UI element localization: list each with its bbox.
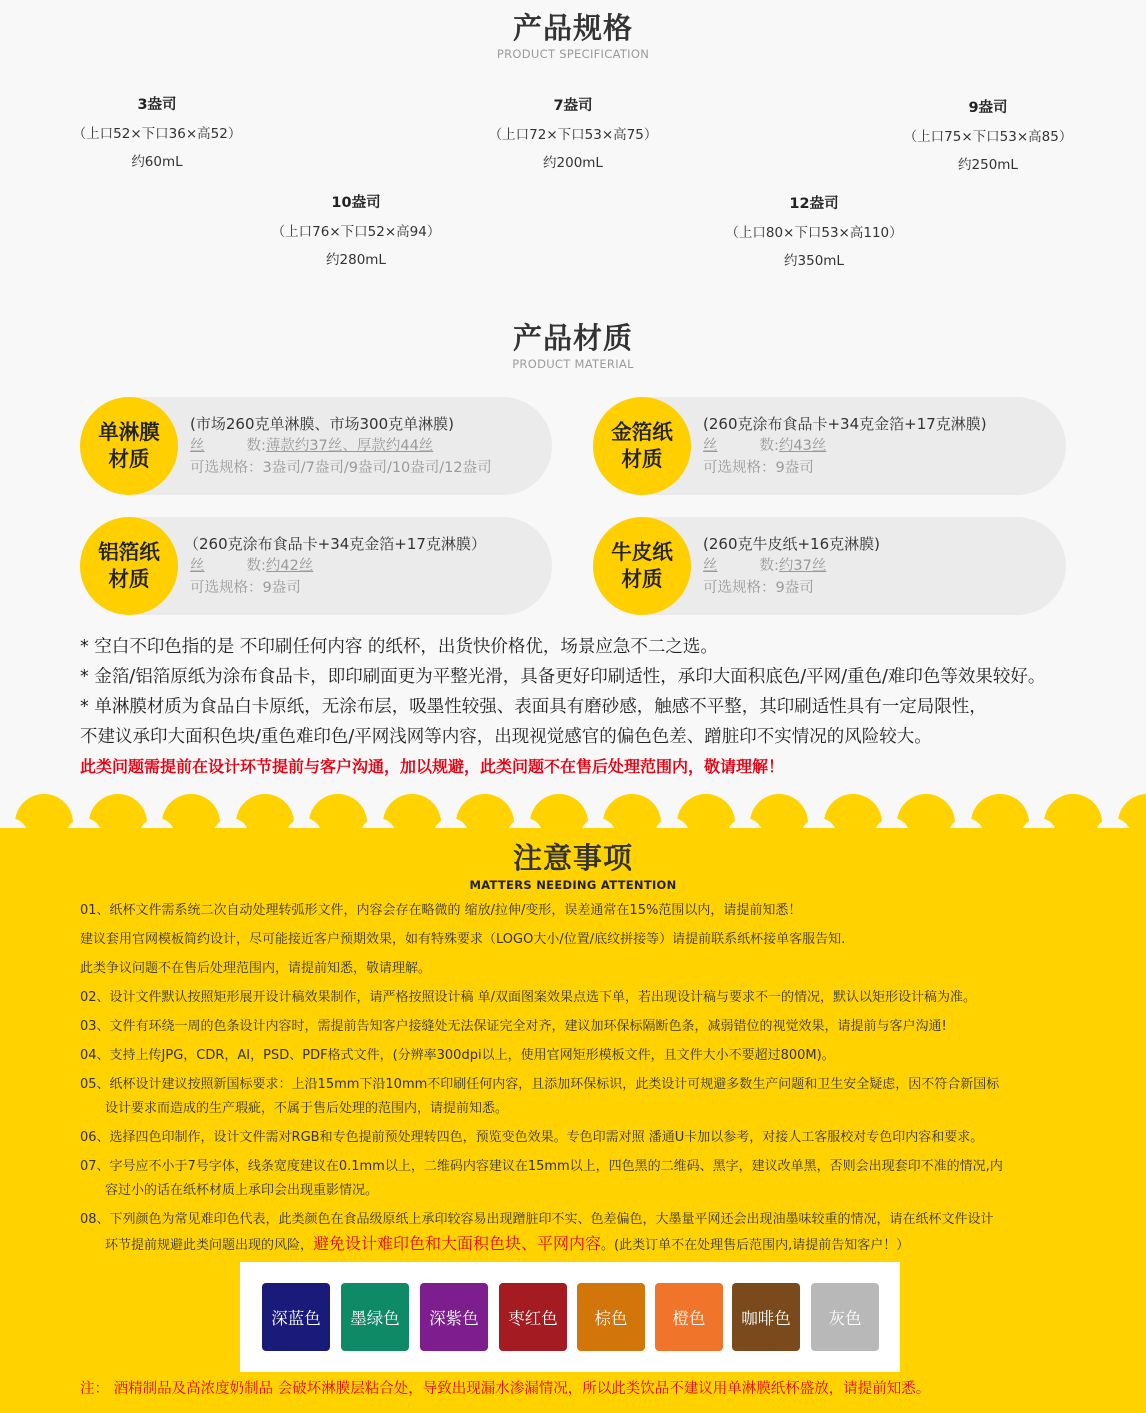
- attention-item-line: 容过小的话在纸杯材质上承印会出现重影情况。: [105, 1183, 379, 1198]
- spec-volume: 约200mL: [543, 155, 603, 171]
- material-desc: (260克涂布食品卡+34克金箔+17克淋膜): [703, 415, 987, 433]
- material-title: 产品材质: [512, 321, 633, 355]
- color-palette: [240, 1262, 900, 1372]
- material-badge-line1: 牛皮纸: [611, 540, 673, 564]
- material-badge: [80, 517, 178, 615]
- spec-volume: 约350mL: [784, 253, 844, 269]
- material-badge: [593, 517, 691, 615]
- silk-value: 约42丝: [265, 558, 314, 574]
- silk-value: 约37丝: [778, 558, 827, 574]
- spec-dims: （上口52×下口36×高52）: [72, 126, 242, 142]
- attention-item: [80, 1073, 1070, 1121]
- material-sizes: 可选规格：3盎司/7盎司/9盎司/10盎司/12盎司: [190, 460, 492, 476]
- spec-name: 10盎司: [331, 195, 381, 211]
- silk-value: 薄款约37丝、厚款约44丝: [265, 438, 434, 454]
- silk-key: 丝: [703, 438, 718, 454]
- attention-item-line: 08、下列颜色为常见难印色代表，此类颜色在食品级原纸上承印较容易出现蹭脏印不实、色差偏色，大墨量平网还会出现油墨味较重的情况，请在纸杯文件设计: [80, 1212, 994, 1227]
- material-desc: (市场260克单淋膜、市场300克单淋膜): [190, 415, 454, 433]
- material-desc: (260克牛皮纸+16克淋膜): [703, 535, 880, 553]
- swatch-dark-blue: 深蓝色: [262, 1283, 330, 1351]
- attention-item: [80, 1208, 1070, 1258]
- material-badge-line2: 材质: [108, 567, 150, 591]
- spec-volume: 约60mL: [131, 154, 183, 170]
- spec-item-7oz: [433, 94, 713, 171]
- material-card-aluminum-foil: [80, 517, 552, 615]
- attention-item: 06、选择四色印制作，设计文件需对RGB和专色提前预处理转四色，预览变色效果。专色印需对照 潘通U卡加以参考，对接人工客服校对专色印内容和要求。: [80, 1130, 984, 1145]
- spec-item-9oz: [848, 96, 1128, 173]
- attention-item: [80, 1155, 1070, 1203]
- attention-item: 此类争议问题不在售后处理范围内，请提前知悉，敬请理解。: [80, 961, 432, 976]
- material-subtitle: PRODUCT MATERIAL: [512, 357, 634, 371]
- attention-item: 01、纸杯文件需系统二次自动处理转弧形文件，内容会存在略微的 缩放/拉伸/变形，误差通常在15%范围以内，请提前知悉！: [80, 903, 802, 918]
- swatch-brown: 棕色: [577, 1283, 645, 1351]
- attention-item-line: 07、字号应不小于7号字体，线条宽度建议在0.1mm以上，二维码内容建议在15mm以上，四色黑的二维码、黑字，建议改单黑，否则会出现套印不准的情况,内: [80, 1159, 1003, 1174]
- silk-key: 丝: [703, 558, 718, 574]
- attention-item-line: 05、纸杯设计建议按照新国标要求：上沿15mm下沿10mm不印刷任何内容，且添加环保标识，此类设计可规避多数生产问题和卫生安全疑虑，因不符合新国标: [80, 1077, 1000, 1092]
- spec-volume: 约250mL: [958, 157, 1018, 173]
- material-badge-line1: 金箔纸: [611, 420, 673, 444]
- spec-title: 产品规格: [512, 11, 633, 45]
- material-badge-line1: 铝箔纸: [98, 540, 160, 564]
- footnote: 注： 酒精制品及高浓度奶制品 会破坏淋膜层粘合处，导致出现漏水渗漏情况，所以此类饮品不建议用单淋膜纸杯盛放，请提前知悉。: [80, 1381, 931, 1397]
- attention-item: 02、设计文件默认按照矩形展开设计稿效果制作，请严格按照设计稿 单/双面图案效果点选下单，若出现设计稿与要求不一的情况，默认以矩形设计稿为准。: [80, 990, 977, 1005]
- spec-name: 9盎司: [968, 100, 1008, 116]
- spec-item-12oz: [674, 192, 954, 269]
- silk-key2: 数:: [246, 558, 266, 574]
- silk-key2: 数:: [759, 558, 779, 574]
- silk-key2: 数:: [246, 438, 266, 454]
- note-line: * 金箔/铝箔原纸为涂布食品卡，即印刷面更为平整光滑，具备更好印刷适性，承印大面积底色/平网/重色/难印色等效果较好。: [80, 667, 1046, 687]
- attention-item: 03、文件有环绕一周的色条设计内容时，需提前告知客户接缝处无法保证完全对齐，建议加环保标隔断色条，减弱错位的视觉效果，请提前与客户沟通!: [80, 1019, 947, 1034]
- spec-name: 7盎司: [553, 98, 593, 114]
- material-badge-line1: 单淋膜: [98, 420, 160, 444]
- note-line: * 空白不印色指的是 不印刷任何内容 的纸杯，出货快价格优，场景应急不二之选。: [80, 637, 718, 657]
- attention-title: 注意事项: [512, 841, 633, 875]
- material-sizes: 可选规格：9盎司: [190, 580, 301, 596]
- swatch-coffee: 咖啡色: [732, 1283, 800, 1351]
- warning-text: 此类问题需提前在设计环节提前与客户沟通，加以规避，此类问题不在售后处理范围内，敬请理解！: [80, 757, 785, 776]
- silk-key: 丝: [190, 558, 205, 574]
- material-sizes: 可选规格：9盎司: [703, 460, 814, 476]
- swatch-orange: 橙色: [655, 1283, 723, 1351]
- material-badge-line2: 材质: [108, 447, 150, 471]
- spec-dims: （上口72×下口53×高75）: [488, 127, 658, 143]
- attention-item-text: 。(此类订单不在处理售后范围内,请提前告知客户！）: [601, 1238, 910, 1253]
- spec-name: 12盎司: [789, 196, 839, 212]
- spec-name: 3盎司: [137, 97, 177, 113]
- spec-dims: （上口76×下口52×高94）: [271, 224, 441, 240]
- silk-key: 丝: [190, 438, 205, 454]
- material-badge: [593, 397, 691, 495]
- attention-item: 建议套用官网模板简约设计，尽可能接近客户预期效果，如有特殊要求（LOGO大小/位置/底纹拼接等）请提前联系纸杯接单客服告知.: [80, 932, 846, 947]
- silk-key2: 数:: [759, 438, 779, 454]
- swatch-dark-green: 墨绿色: [341, 1283, 409, 1351]
- material-sizes: 可选规格：9盎司: [703, 580, 814, 596]
- spec-item-3oz: [17, 93, 297, 170]
- material-card-single-coat: [80, 397, 552, 495]
- material-card-gold-foil: [593, 397, 1066, 495]
- attention-item-line: 设计要求而造成的生产瑕疵，不属于售后处理的范围内，请提前知悉。: [105, 1101, 509, 1116]
- material-badge: [80, 397, 178, 495]
- note-line: * 单淋膜材质为食品白卡原纸，无涂布层，吸墨性较强、表面具有磨砂感，触感不平整，其印刷适性具有一定局限性，: [80, 697, 987, 717]
- attention-item-text: 环节提前规避此类问题出现的风险，: [105, 1238, 314, 1253]
- spec-item-10oz: [216, 191, 496, 268]
- spec-dims: （上口75×下口53×高85）: [903, 129, 1073, 145]
- attention-subtitle: MATTERS NEEDING ATTENTION: [469, 878, 677, 892]
- silk-value: 约43丝: [778, 438, 827, 454]
- material-desc: （260克涂布食品卡+34克金箔+17克淋膜）: [184, 535, 486, 553]
- swatch-maroon: 枣红色: [499, 1283, 567, 1351]
- attention-item-line: [80, 1232, 1070, 1258]
- spec-volume: 约280mL: [326, 252, 386, 268]
- attention-item: 04、支持上传JPG，CDR，AI，PSD、PDF格式文件，(分辨率300dpi以上，使用官网矩形模板文件，且文件大小不要超过800M)。: [80, 1048, 835, 1063]
- attention-highlight: 避免设计难印色和大面积色块、平网内容: [313, 1234, 602, 1253]
- spec-dims: （上口80×下口53×高110）: [725, 225, 903, 241]
- note-line: 不建议承印大面积色块/重色难印色/平网浅网等内容，出现视觉感官的偏色色差、蹭脏印不实情况的风险较大。: [80, 727, 932, 747]
- swatch-gray: 灰色: [811, 1283, 879, 1351]
- spec-subtitle: PRODUCT SPECIFICATION: [496, 47, 650, 61]
- material-badge-line2: 材质: [621, 567, 663, 591]
- material-badge-line2: 材质: [621, 447, 663, 471]
- swatch-dark-purple: 深紫色: [420, 1283, 488, 1351]
- material-card-kraft: [593, 517, 1066, 615]
